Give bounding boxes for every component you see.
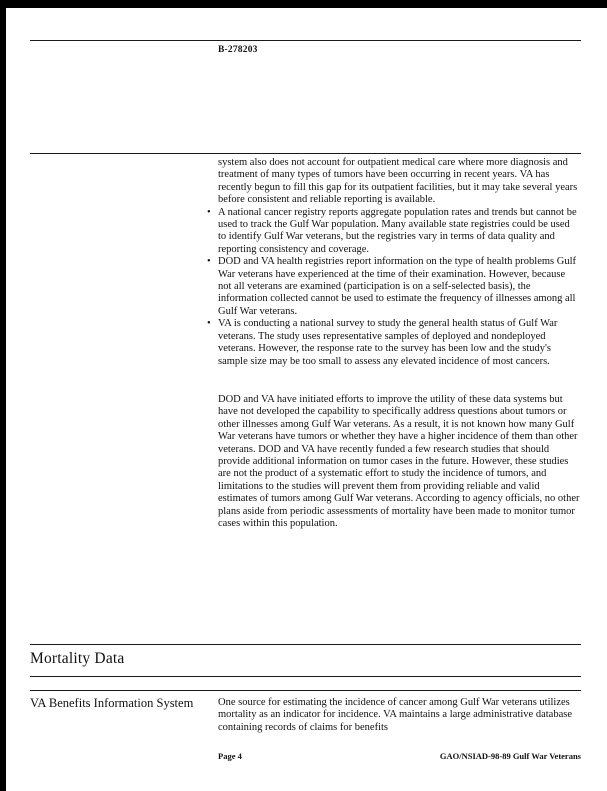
subsection-rule [30, 690, 581, 691]
section-heading-mortality-data: Mortality Data [30, 650, 125, 667]
bullet-item-health-registries: • DOD and VA health registries report information on the type of health problems Gulf War veterans have experienced at the time of their examination. However, because not all veterans are examined (participation is on a self-selected basis), the information collected cannot be used to estimate the frequency of illnesses among all Gulf War veterans. [218, 256, 580, 318]
document-reference: B-278203 [218, 45, 258, 55]
body-text-column [218, 157, 580, 530]
bullet-item-national-survey: • VA is conducting a national survey to study the general health status of Gulf War veterans. The study uses representative samples of deployed and nondeployed veterans. However, the response rate to the survey has been low and the study's sample size may be too small to assess any elevated incidence of most cancers. [218, 318, 580, 368]
closing-paragraph: DOD and VA have initiated efforts to improve the utility of these data systems but have not developed the capability to specifically address questions about tumors or other illnesses among Gulf War veterans. As a result, it is not known how many Gulf War veterans have tumors or whether they have a higher incidence of them than other veterans. DOD and VA have recently funded a few research studies that should provide additional information on tumor cases in the future. However, these studies are not the product of a systematic effort to study the incidence of tumors, and limitations to the studies will prevent them from providing reliable and valid estimates of tumors among Gulf War veterans. According to agency officials, no other plans aside from periodic assessments of mortality have been made to monitor tumor cases within this population. [218, 393, 580, 529]
continuation-paragraph: system also does not account for outpatient medical care where more diagnosis and treatment of many types of tumors have been occurring in recent years. VA has recently begun to fill this gap for its outpatient facilities, but it may take several years before consistent and reliable reporting is available. [218, 157, 578, 206]
scan-edge-top [0, 0, 607, 8]
page-footer [218, 751, 581, 761]
section-rule-below [30, 676, 581, 677]
report-number: GAO/NSIAD-98-89 Gulf War Veterans [439, 751, 581, 761]
scan-edge-left [0, 0, 6, 791]
section-rule-above [30, 644, 581, 645]
page-number: Page 4 [218, 751, 242, 761]
subsection-heading-va-benefits: VA Benefits Information System [30, 696, 194, 710]
bullet-item-cancer-registry: • A national cancer registry reports aggregate population rates and trends but cannot be used to track the Gulf War population. Many available state registries could be used to identify Gulf War veterans, but the registries vary in terms of data quality and reporting consistency and coverage. [218, 207, 580, 257]
bullet-list [218, 207, 580, 368]
header-rule [30, 40, 581, 41]
subsection-paragraph: One source for estimating the incidence of cancer among Gulf War veterans utilizes mortality as an indicator for incidence. VA maintains a large administrative database containing records of claims for benefits [218, 697, 572, 733]
content-top-rule [30, 153, 581, 154]
